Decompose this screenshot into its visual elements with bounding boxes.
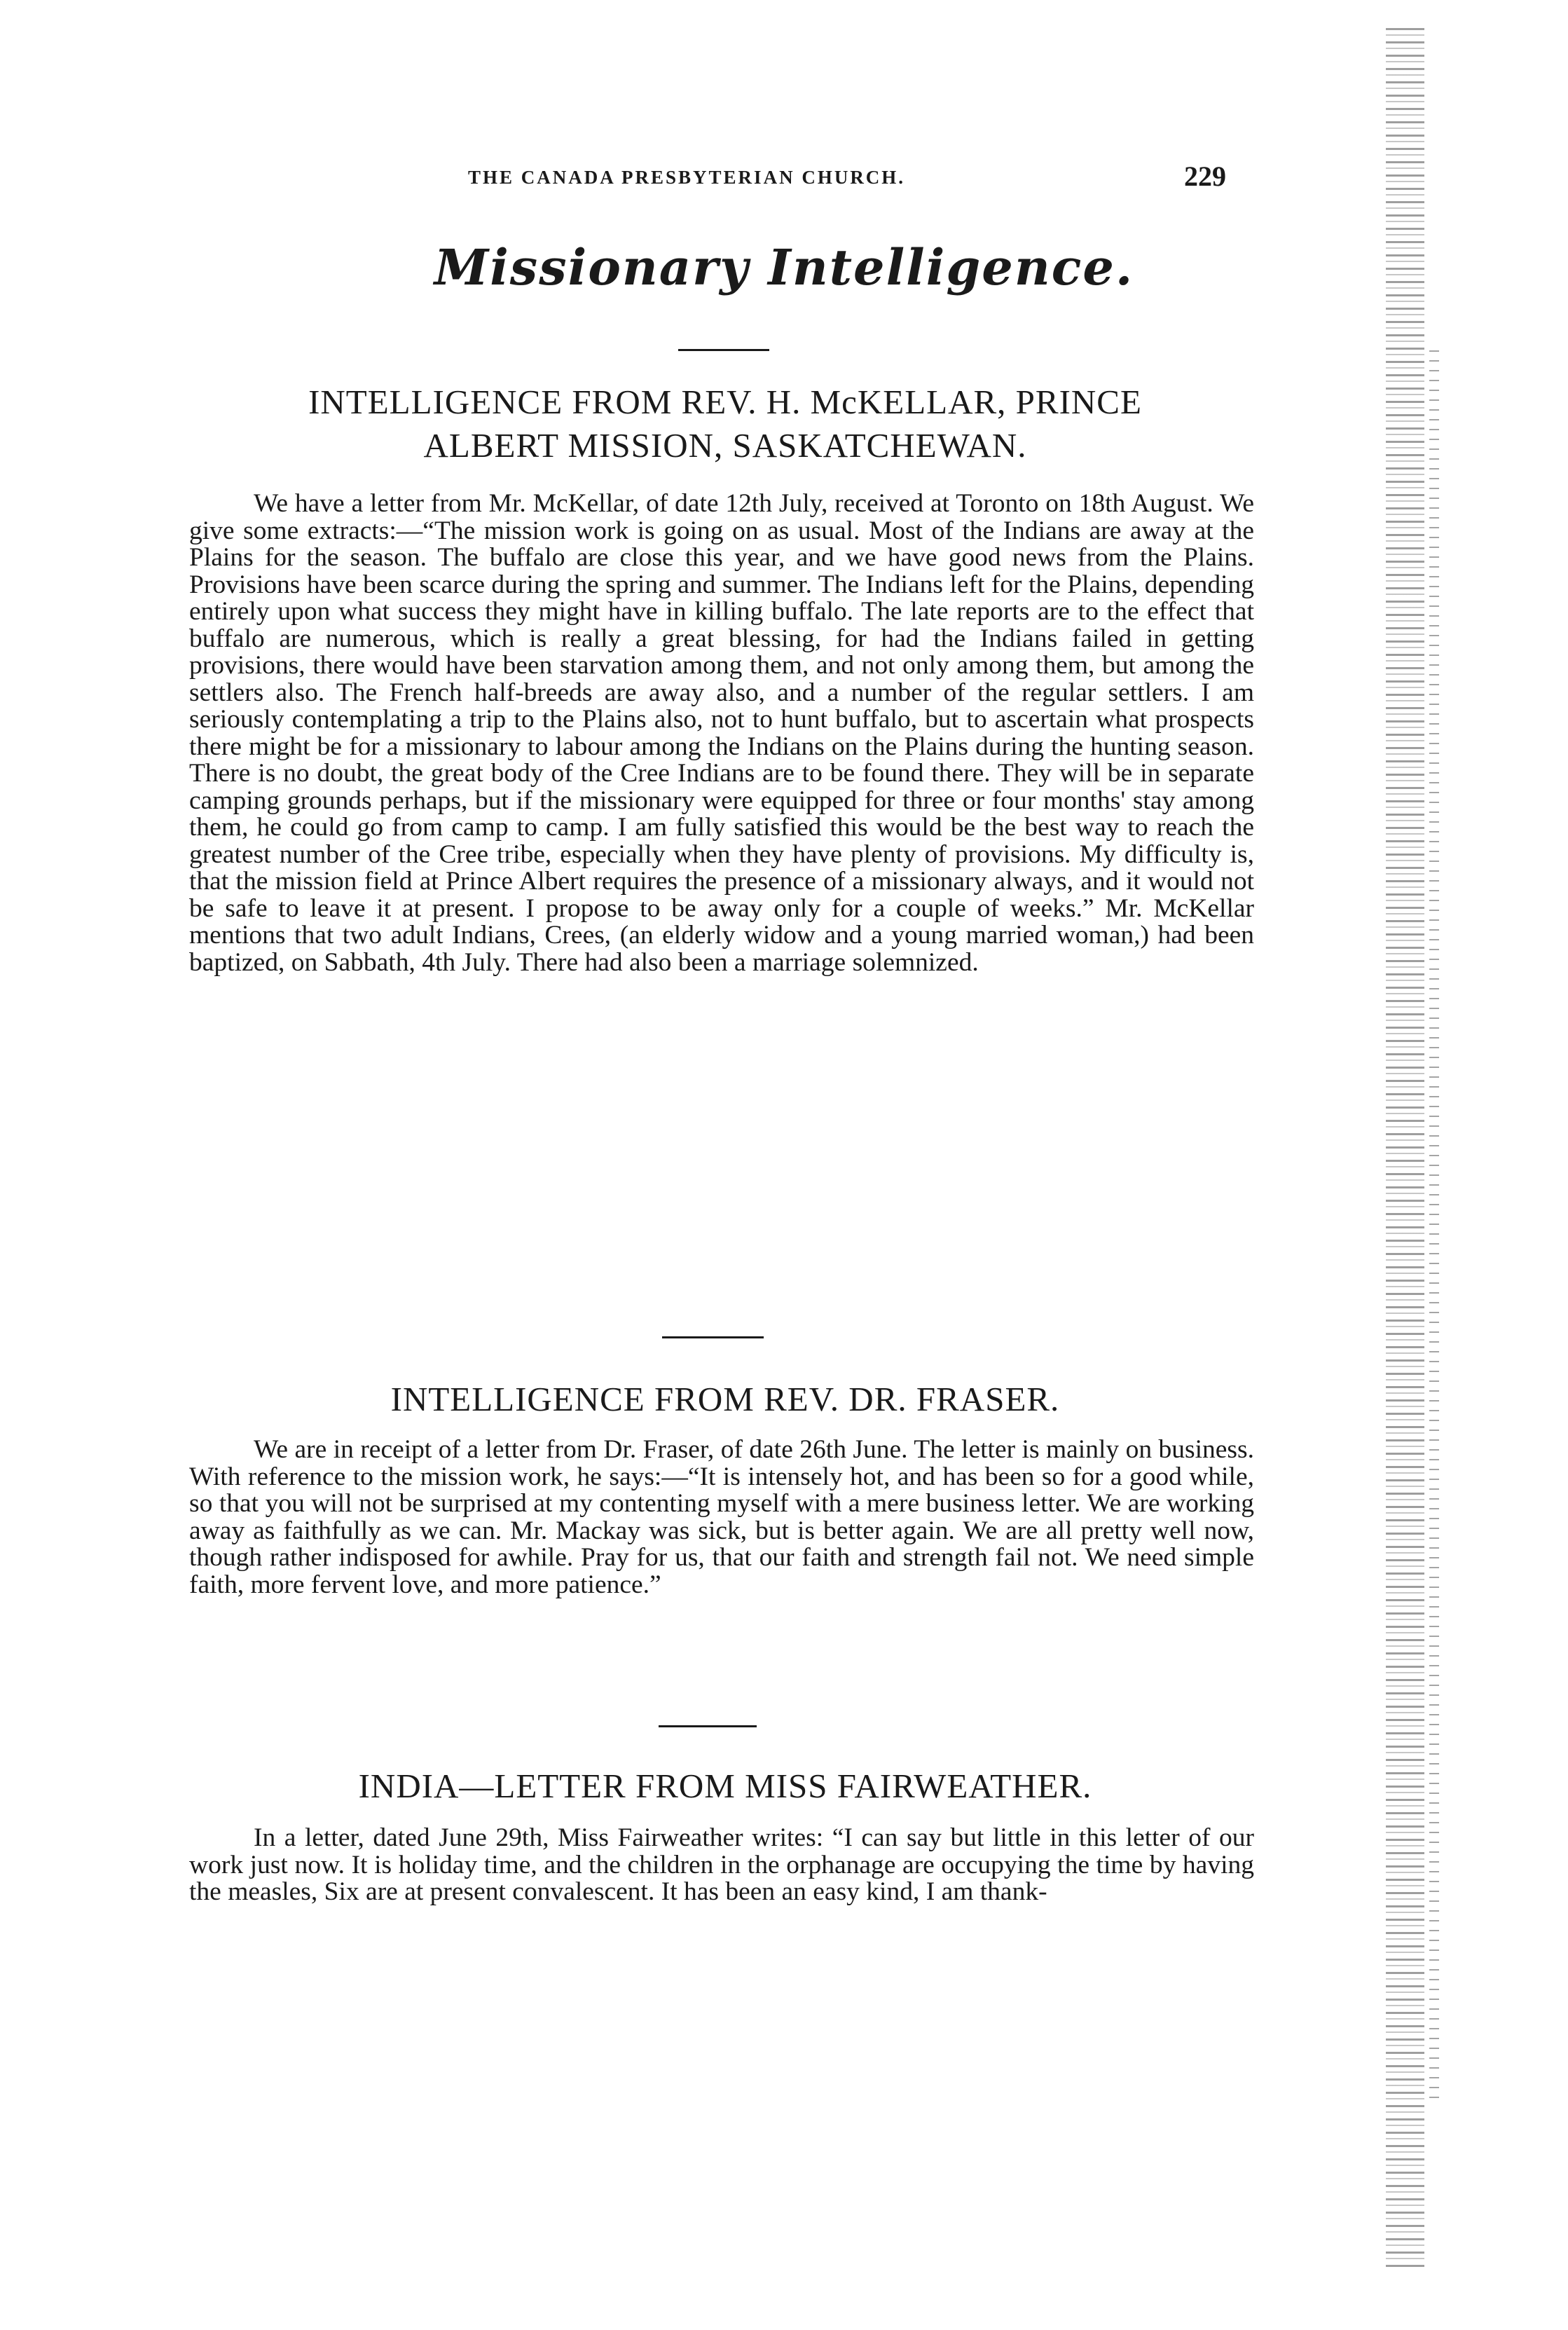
heading-line: INTELLIGENCE FROM REV. DR. FRASER. [390,1380,1060,1418]
running-title: THE CANADA PRESBYTERIAN CHURCH. [468,167,906,188]
article-heading-mckellar [182,381,1268,467]
running-head [392,160,1226,202]
article-body-mckellar: We have a letter from Mr. McKellar, of date 12th July, received at Toronto on 18th August. We give some extracts:—“The mission work is going on as usual. Most of the Indians are away at the Plains for the season. The buffalo are close this year, and we have good news from the Plains. Provisions have been scarce during the spring and summer. The Indians left for the Plains, depending entirely upon what success they might have in killing buffalo. The late reports are to the effect that buffalo are numerous, which is really a great blessing, for had the Indians failed in getting provisions, there would have been starvation among them, and not only among them, but among the settlers also. The French half-breeds are away also, and a number of the regular settlers. I am seriously contemplating a trip to the Plains also, not to hunt buffalo, but to ascertain what prospects there might be for a missionary to labour among the Indians on the Plains during the hunting season. There is no doubt, the great body of the Cree Indians are to be found there. They will be in separate camping grounds perhaps, but if the missionary were equipped for three or four months' stay among them, he could go from camp to camp. I am fully satisfied this would be the best way to reach the greatest number of the Cree tribe, especially when they have plenty of provisions. My difficulty is, that the mission field at Prince Albert requires the presence of a missionary always, and it would not be safe to leave it at present. I propose to be away only for a couple of weeks.” Mr. McKellar mentions that two adult Indians, Crees, (an elderly widow and a young married woman,) had been baptized, on Sabbath, 4th July. There had also been a marriage solemnized. [189,489,1254,977]
scanned-binding-edge [1429,350,1439,2102]
scanned-binding-edge [1386,28,1424,2270]
article-body-fraser: We are in receipt of a letter from Dr. Fraser, of date 26th June. The letter is mainly on business. With reference to the mission work, he says:—“It is intensely hot, and has been so for a good while, so that you will not be surprised at my contenting myself with a mere business letter. We are working away as faithfully as we can. Mr. Mackay was sick, but is better again. We are all pretty well now, though rather indisposed for awhile. Pray for us, that our faith and strength fail not. We need simple faith, more fervent love, and more patience.” [189,1435,1254,1599]
article-heading-fairweather [182,1764,1268,1808]
article-body-fairweather: In a letter, dated June 29th, Miss Fairweather writes: “I can say but little in this letter of our work just now. It is holiday time, and the children in the orphanage are occupying the time by having the measles, Six are at present convalescent. It has been an easy kind, I am thank- [189,1823,1254,1906]
heading-line: INDIA—LETTER FROM MISS FAIRWEATHER. [358,1767,1092,1805]
page-number: 229 [1184,160,1226,192]
heading-line: ALBERT MISSION, SASKATCHEWAN. [423,426,1027,465]
divider-rule [662,1336,764,1338]
article-heading-fraser [182,1378,1268,1421]
divider-rule [659,1725,757,1727]
divider-rule [678,349,769,351]
heading-line: INTELLIGENCE FROM REV. H. McKELLAR, PRINCE [308,383,1142,421]
section-header: Missionary Intelligence. [434,238,1134,296]
